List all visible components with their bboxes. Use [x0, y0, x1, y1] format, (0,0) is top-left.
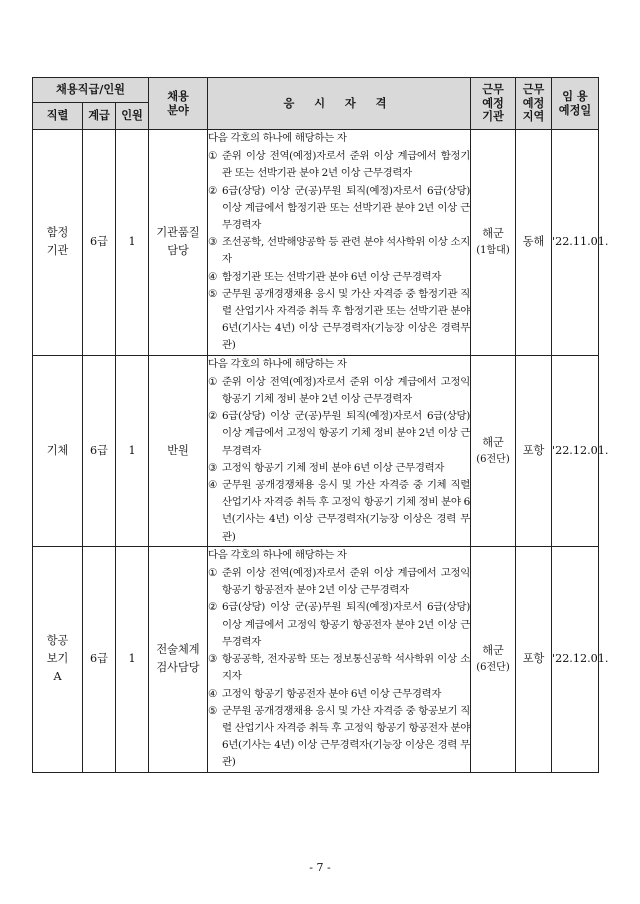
- work-org-unit: (6전단): [476, 662, 510, 674]
- header-work-org-text: 근무 예정 기관: [482, 82, 504, 124]
- header-appointment: [552, 78, 599, 130]
- qualification-intro: 다음 각호의 하나에 해당하는 자: [208, 357, 347, 370]
- qualification-item: [208, 460, 470, 477]
- cell-grade: 6급: [83, 546, 116, 772]
- cell-qualifications: [208, 130, 471, 356]
- qualification-item: [208, 286, 470, 355]
- qualification-number: ④: [208, 687, 218, 700]
- header-work-org: [471, 78, 516, 130]
- cell-count: 1: [116, 546, 149, 772]
- qualification-text: 고정익 항공기 기체 정비 분야 6년 이상 근무경력자: [222, 461, 445, 474]
- cell-work-region: 포항: [516, 355, 552, 546]
- header-count: 인원: [116, 103, 149, 130]
- table-row: [33, 546, 599, 772]
- qualification-number: ④: [208, 479, 218, 492]
- qualification-number: ③: [208, 653, 218, 666]
- header-field: [149, 78, 208, 130]
- cell-job: 함정 기관: [33, 130, 83, 356]
- qualification-text: 준위 이상 전역(예정)자로서 준위 이상 계급에서 고정익 항공기 기체 정비 분야 2년 이상 근무경력자: [222, 375, 470, 406]
- qualification-text: 항공공학, 전자공학 또는 정보통신공학 석사학위 이상 소지자: [222, 653, 470, 683]
- recruitment-table: [32, 77, 609, 773]
- qualification-number: ③: [208, 236, 218, 249]
- qualification-text: 고정익 항공기 항공전자 분야 6년 이상 근무경력자: [222, 687, 442, 700]
- page-number: - 7 -: [309, 861, 331, 874]
- cell-count: 1: [116, 130, 149, 356]
- qualification-text: 6급(상당) 이상 군(공)무원 퇴직(예정)자로서 6급(상당) 이상 계급에서 고정익 항공기 항공전자 분야 2년 이상 근무경력자: [222, 601, 470, 648]
- qualification-text: 6급(상당) 이상 군(공)무원 퇴직(예정)자로서 6급(상당) 이상 계급에서 함정기관 또는 선박기관 분야 2년 이상 근무경력자: [222, 184, 470, 232]
- cell-qualifications: [208, 355, 471, 546]
- qualification-item: [208, 686, 470, 703]
- cell-field: 반원: [149, 355, 208, 546]
- header-qualifications: [208, 78, 471, 130]
- qualification-item: [208, 703, 470, 772]
- qualification-item: [208, 477, 470, 546]
- qualification-intro: 다음 각호의 하나에 해당하는 자: [208, 548, 347, 561]
- qualification-number: ⑤: [208, 704, 218, 717]
- work-org-unit: (6전단): [476, 453, 510, 465]
- qualification-item: [208, 374, 470, 408]
- cell-grade: 6급: [83, 355, 116, 546]
- work-org-name: 해군: [482, 227, 504, 241]
- cell-job: 기체: [33, 355, 83, 546]
- cell-appointment-date: '22.12.01.: [552, 546, 599, 772]
- header-appointment-text: 임 용 예정일: [558, 88, 592, 117]
- cell-count: 1: [116, 355, 149, 546]
- qualification-text: 준위 이상 전역(예정)자로서 준위 이상 계급에서 고정익 항공기 항공전자 분야 2년 이상 근무경력자: [222, 567, 470, 597]
- header-work-region: [516, 78, 552, 130]
- qualification-item: [208, 234, 470, 268]
- qualification-item: [208, 148, 470, 182]
- qualification-item: [208, 408, 470, 460]
- qualification-text: 군무원 공개경쟁채용 응시 및 가산 자격증 중 기체 직렬 산업기사 자격증 취득 후 고정익 항공기 기체 정비 분야 6년(기사는 4년) 이상 근무경력자(기능장 이상은 경력 무관): [222, 479, 470, 543]
- work-org-name: 해군: [482, 644, 504, 658]
- qualification-number: ①: [208, 375, 218, 388]
- qualification-item: [208, 183, 470, 235]
- cell-work-org: [471, 355, 516, 546]
- qualification-number: ⑤: [208, 287, 218, 300]
- cell-job: 항공 보기 A: [33, 546, 83, 772]
- qualification-text: 함정기관 또는 선박기관 분야 6년 이상 근무경력자: [222, 270, 442, 283]
- cell-appointment-date: '22.11.01.: [552, 130, 599, 356]
- qualification-number: ①: [208, 150, 218, 163]
- header-grade: 계급: [83, 103, 116, 130]
- qualification-item: [208, 651, 470, 685]
- qualification-text: 조선공학, 선박해양공학 등 관련 분야 석사학위 이상 소지자: [222, 236, 470, 266]
- header-job: 직렬: [33, 103, 83, 130]
- qualification-number: ②: [208, 601, 218, 614]
- table-row: [33, 130, 599, 356]
- cell-work-region: 포항: [516, 546, 552, 772]
- qualification-number: ②: [208, 184, 218, 197]
- qualification-text: 군무원 공개경쟁채용 응시 및 가산 자격증 중 항공보기 직렬 산업기사 자격증 취득 후 고정익 항공기 항공전자 분야 6년(기사는 4년) 이상 근무경력자(기능장 이상은 경력 무관): [222, 704, 470, 769]
- qualification-text: 군무원 공개경쟁채용 응시 및 가산 자격증 중 함정기관 직렬 산업기사 자격증 취득 후 함정기관 또는 선박기관 분야 6년(기사는 4년) 이상 근무경력자(기능장 이상은 경력무관): [222, 287, 470, 352]
- cell-field: 기관품질 담당: [149, 130, 208, 356]
- cell-work-region: 동해: [516, 130, 552, 356]
- cell-field: 전술체계 검사담당: [149, 546, 208, 772]
- qualification-text: 준위 이상 전역(예정)자로서 준위 이상 계급에서 함정기관 또는 선박기관 분야 2년 이상 근무경력자: [222, 150, 470, 180]
- header-work-region-text: 근무 예정 지역: [522, 82, 545, 124]
- qualification-item: [208, 599, 470, 651]
- cell-grade: 6급: [83, 130, 116, 356]
- cell-qualifications: [208, 546, 471, 772]
- qualification-item: [208, 269, 470, 286]
- qualification-item: [208, 565, 470, 599]
- work-org-name: 해군: [482, 435, 504, 449]
- header-field-text: 채용 분야: [167, 88, 189, 117]
- qualification-number: ①: [208, 567, 218, 580]
- qualification-text: 6급(상당) 이상 군(공)무원 퇴직(예정)자로서 6급(상당) 이상 계급에서 고정익 항공기 기체 정비 분야 2년 이상 근무경력자: [222, 410, 470, 457]
- cell-work-org: [471, 546, 516, 772]
- work-org-unit: (1함대): [476, 245, 510, 257]
- table-row: [33, 355, 599, 546]
- header-position-count: 채용직급/인원: [33, 78, 149, 103]
- header-qualifications-text: 응 시 자 격: [283, 95, 395, 110]
- qualification-intro: 다음 각호의 하나에 해당하는 자: [208, 132, 347, 144]
- qualification-number: ②: [208, 410, 218, 423]
- qualification-number: ④: [208, 270, 218, 283]
- qualification-number: ③: [208, 461, 218, 474]
- cell-work-org: [471, 130, 516, 356]
- cell-appointment-date: '22.12.01.: [552, 355, 599, 546]
